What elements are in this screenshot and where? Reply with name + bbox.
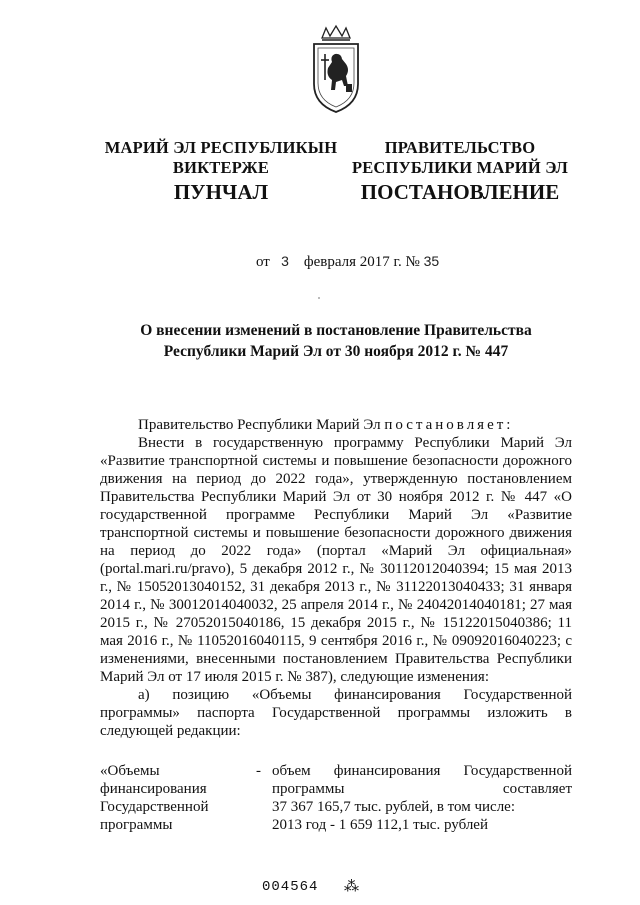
header-right xyxy=(350,138,570,178)
footer-mark-icon: ⁂ xyxy=(344,879,359,895)
table-dash: - xyxy=(256,763,261,779)
table-left-line: «Объемы xyxy=(100,763,160,779)
doc-type-mari: ПУНЧАЛ xyxy=(173,180,269,204)
main-paragraph: Внести в государственную программу Республики Марий Эл «Развитие транспортной системы и повышение безопасности дорожного движения на период до 2022 года», утвержденную постановлением Правительства Республики Марий Эл от 30 ноября 2012 г. № 447 «О государственной программе Республики Марий Эл «Развитие транспортной системы и повышение безопасности дорожного движения на период до 2022 года» (портал «Марий Эл официальная» (portal.mari.ru/pravo), 5 декабря 2012 г., № 30112012040394; 15 мая 2013 г., № 15052013040152, 31 декабря 2013 г., № 31122013040433; 31 января 2014 г., № 30012014040032, 25 апреля 2014 г., № 24042014040181; 27 мая 2015 г., № 27052015040186, 15 декабря 2015 г., № 15122015040386; 11 мая 2016 г., № 11052016040115, 9 сентября 2016 г., № 09092016040223; с изменениями, внесенными постановлением Правительства Республики Марий Эл от 17 июля 2015 г. № 387), следующие изменения: xyxy=(100,435,572,685)
coat-of-arms-emblem xyxy=(308,24,364,116)
header-left-line2: ВИКТЕРЖЕ xyxy=(172,158,270,177)
header-left-line1: МАРИЙ ЭЛ РЕСПУБЛИКЫН xyxy=(104,138,338,157)
table-right-cell xyxy=(272,762,572,834)
table-right-line2: программы составляет xyxy=(272,781,572,797)
date-month-year: февраля 2017 г. № xyxy=(303,254,420,270)
table-right-line1: объем финансирования Государственной xyxy=(272,763,572,779)
header-right-line1: ПРАВИТЕЛЬСТВО xyxy=(384,138,536,157)
date-line xyxy=(256,253,439,271)
item-a-paragraph: а) позицию «Объемы финансирования Государственной программы» паспорта Государственной программы изложить в следующей редакции: xyxy=(100,687,572,739)
header-left xyxy=(96,138,346,178)
intro-paragraph xyxy=(100,416,572,434)
intro-verb: постановляет: xyxy=(384,417,514,433)
doc-type-russian: ПОСТАНОВЛЕНИЕ xyxy=(360,180,560,204)
scan-speck xyxy=(318,297,320,299)
table-left-line: финансирования xyxy=(100,781,207,797)
header-right-line2: РЕСПУБЛИКИ МАРИЙ ЭЛ xyxy=(351,158,569,177)
table-left-cell xyxy=(100,762,250,834)
date-prefix: от xyxy=(256,254,270,270)
title-line2: Республики Марий Эл от 30 ноября 2012 г. № 447 xyxy=(163,343,509,360)
table-left-line: Государственной xyxy=(100,799,209,815)
document-title xyxy=(110,320,562,362)
title-line1: О внесении изменений в постановление Правительства xyxy=(140,322,532,339)
serial-number: 004564 xyxy=(262,879,319,895)
table-right-line4: 2013 год - 1 659 112,1 тыс. рублей xyxy=(272,817,488,833)
table-left-line: программы xyxy=(100,817,173,833)
document-number: 35 xyxy=(423,253,440,269)
intro-subject: Правительство Республики Марий Эл xyxy=(138,417,381,433)
date-day: 3 xyxy=(281,253,289,269)
table-right-line3: 37 367 165,7 тыс. рублей, в том числе: xyxy=(272,799,516,815)
